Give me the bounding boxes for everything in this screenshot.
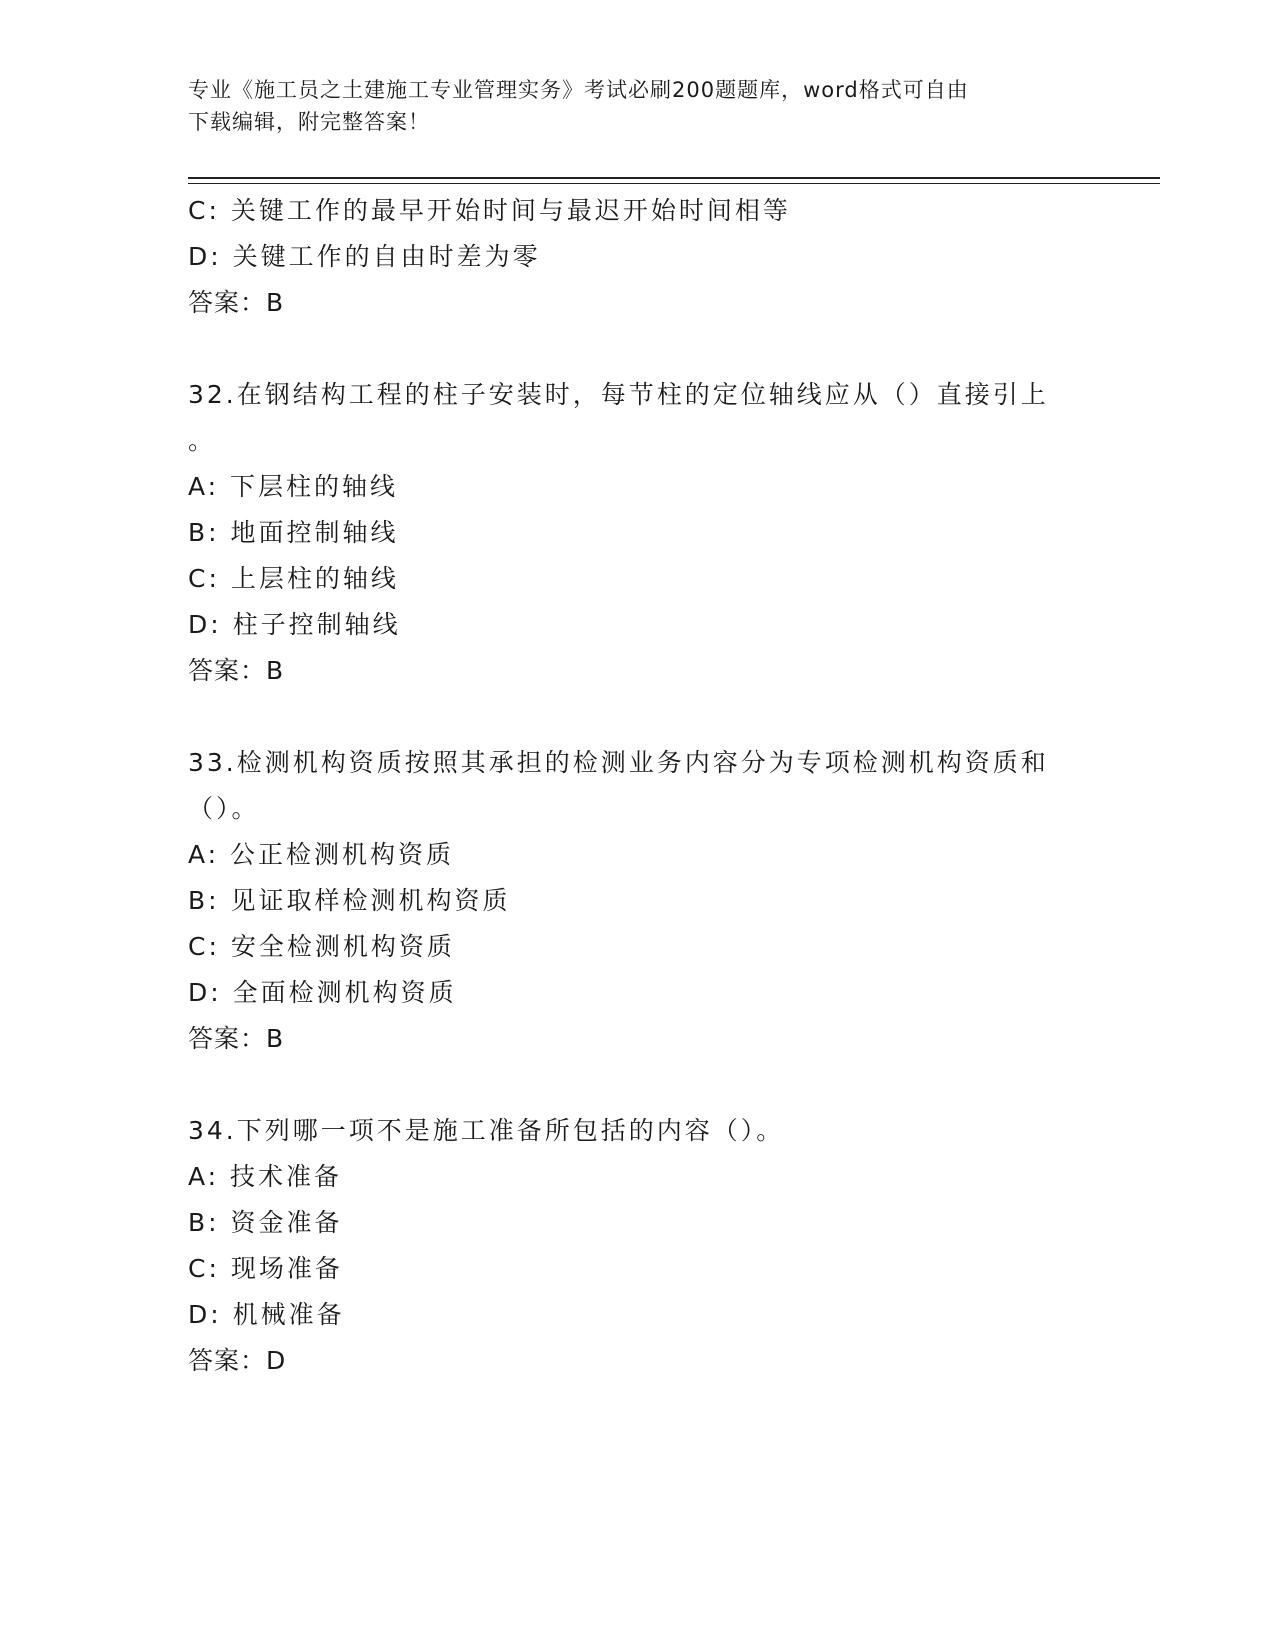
option-c: C: 安全检测机构资质 — [188, 932, 455, 961]
spacer — [188, 694, 1108, 740]
answer-line: 答案：B — [188, 288, 285, 317]
question-text: 33.检测机构资质按照其承担的检测业务内容分为专项检测机构资质和 — [188, 748, 1049, 777]
option-d: D: 机械准备 — [188, 1300, 345, 1329]
spacer — [188, 1062, 1108, 1108]
document-body — [188, 188, 1108, 1384]
question-text: 34.下列哪一项不是施工准备所包括的内容（）。 — [188, 1116, 785, 1145]
spacer — [188, 326, 1108, 372]
answer-line: 答案：B — [188, 656, 285, 685]
document-header — [188, 74, 1088, 138]
prev-question-block — [188, 188, 1108, 326]
question-32 — [188, 372, 1108, 694]
question-text-continued: （）。 — [188, 794, 260, 823]
answer-line: 答案：D — [188, 1346, 287, 1375]
option-d: D: 关键工作的自由时差为零 — [188, 242, 541, 271]
question-text-continued: 。 — [188, 426, 217, 455]
header-line-2: 下载编辑，附完整答案！ — [188, 110, 430, 134]
option-a: A: 公正检测机构资质 — [188, 840, 455, 869]
option-c: C: 上层柱的轴线 — [188, 564, 399, 593]
answer-line: 答案：B — [188, 1024, 285, 1053]
option-b: B: 地面控制轴线 — [188, 518, 399, 547]
question-33 — [188, 740, 1108, 1062]
question-34 — [188, 1108, 1108, 1384]
header-line-1: 专业《施工员之土建施工专业管理实务》考试必刷200题题库，word格式可自由 — [188, 78, 969, 102]
option-a: A: 技术准备 — [188, 1162, 343, 1191]
question-text: 32.在钢结构工程的柱子安装时，每节柱的定位轴线应从（）直接引上 — [188, 380, 1049, 409]
header-divider-thick — [188, 177, 1160, 179]
option-d: D: 柱子控制轴线 — [188, 610, 401, 639]
option-b: B: 见证取样检测机构资质 — [188, 886, 511, 915]
option-c: C: 关键工作的最早开始时间与最迟开始时间相等 — [188, 196, 791, 225]
option-c: C: 现场准备 — [188, 1254, 343, 1283]
option-b: B: 资金准备 — [188, 1208, 343, 1237]
header-divider-thin — [188, 183, 1160, 184]
option-d: D: 全面检测机构资质 — [188, 978, 457, 1007]
option-a: A: 下层柱的轴线 — [188, 472, 399, 501]
